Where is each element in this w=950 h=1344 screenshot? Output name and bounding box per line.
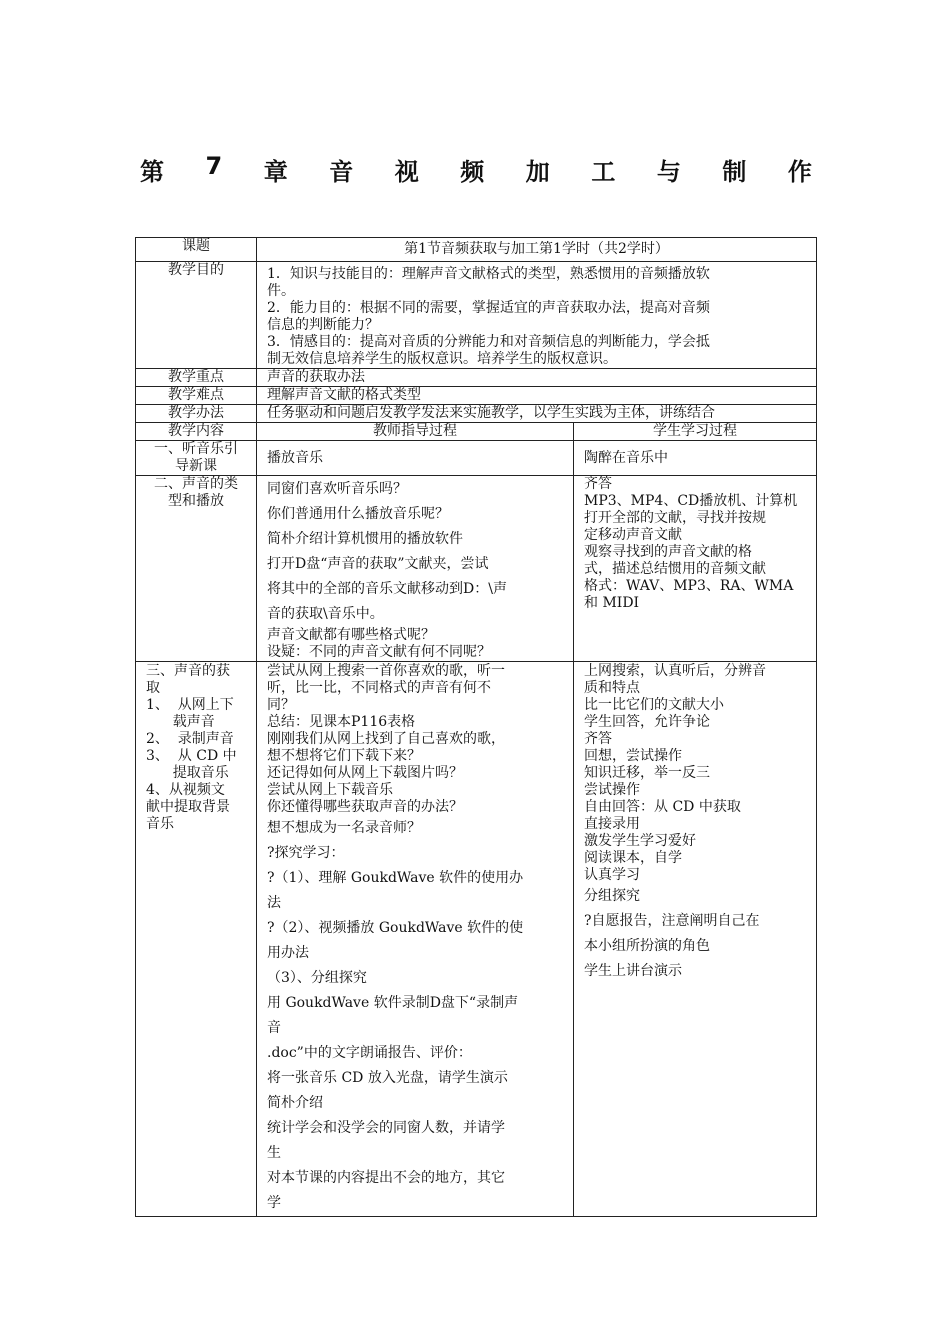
section-3-student	[574, 662, 817, 1217]
student-line: ?自愿报告，注意阐明自己在	[584, 913, 760, 929]
teacher-line: 法	[267, 895, 281, 911]
teacher-line: 想不想将它们下载下来？	[267, 748, 421, 764]
content-line: 献中提取背景	[146, 799, 230, 815]
student-line: 自由回答：从 CD 中获取	[584, 799, 741, 815]
teacher-line: 设疑：不同的声音文献有何不同呢？	[267, 644, 491, 660]
row-section-3	[136, 662, 817, 1217]
topic-value: 第1节音频获取与加工第1学时（共2学时）	[257, 238, 817, 262]
teacher-line: 同？	[267, 697, 295, 713]
teacher-line: 同窗们喜欢听音乐吗？	[267, 481, 407, 497]
content-line: 型和播放	[168, 493, 224, 509]
content-line: 音乐	[146, 816, 174, 832]
title-char: 频	[460, 158, 485, 186]
student-line: 认真学习	[584, 867, 640, 883]
student-line: 尝试操作	[584, 782, 640, 798]
student-line: 观察寻找到的声音文献的格	[584, 544, 752, 560]
goals-line: 1．知识与技能目的：理解声音文献格式的类型，熟悉惯用的音频播放软	[267, 266, 710, 282]
title-char: 与	[656, 158, 681, 186]
title-char: 视	[394, 158, 419, 186]
section-3-content	[136, 662, 257, 1217]
lesson-plan-table	[135, 237, 817, 1217]
content-line: 一、听音乐引	[154, 441, 238, 457]
student-line: 学生上讲台演示	[584, 963, 682, 979]
content-line: 2、 录制声音	[146, 731, 234, 747]
content-line: 二、声音的类	[154, 476, 238, 492]
row-header	[136, 423, 817, 441]
teacher-line: 尝试从网上搜索一首你喜欢的歌，听一	[267, 663, 505, 679]
student-line: 格式：WAV、MP3、RA、WMA	[584, 578, 794, 594]
student-line: MP3、MP4、CD播放机、计算机	[584, 493, 798, 509]
student-line: 和 MIDI	[584, 595, 640, 611]
teacher-line: （3）、分组探究	[267, 970, 367, 986]
teacher-line: 将其中的全部的音乐文献移动到D：\声	[267, 581, 507, 597]
teacher-line: 简朴介绍计算机惯用的播放软件	[267, 531, 463, 547]
student-line: 学生回答，允许争论	[584, 714, 710, 730]
student-line: 阅读课本，自学	[584, 850, 682, 866]
student-line: 定移动声音文献	[584, 527, 682, 543]
teacher-line: 刚刚我们从网上找到了自己喜欢的歌，	[267, 731, 505, 747]
row-difficult-point	[136, 387, 817, 405]
teacher-line: 你们普通用什么播放音乐呢？	[267, 506, 449, 522]
teacher-line: 用办法	[267, 945, 309, 961]
teacher-line: 学	[267, 1195, 281, 1211]
difficult-label: 教学难点	[136, 387, 257, 405]
goals-line: 2．能力目的：根据不同的需要，掌握适宜的声音获取办法，提高对音频	[267, 300, 710, 316]
teacher-line: 声音文献都有哪些格式呢？	[267, 627, 435, 643]
section-3-teacher	[257, 662, 574, 1217]
row-goals	[136, 262, 817, 369]
section-2-content	[136, 476, 257, 662]
row-method	[136, 405, 817, 423]
teacher-line: 想不想成为一名录音师？	[267, 820, 421, 836]
teacher-line: 还记得如何从网上下载图片吗？	[267, 765, 463, 781]
difficult-value: 理解声音文献的格式类型	[257, 387, 817, 405]
key-value: 声音的获取办法	[257, 369, 817, 387]
student-line: 比一比它们的文献大小	[584, 697, 724, 713]
teacher-line: 统计学会和没学会的同窗人数，并请学	[267, 1120, 505, 1136]
goals-line: 3．情感目的：提高对音质的分辨能力和对音频信息的判断能力，学会抵	[267, 334, 710, 350]
content-line: 载声音	[146, 714, 215, 730]
topic-label: 课题	[136, 238, 257, 262]
title-char: 制	[722, 158, 747, 186]
chapter-title	[140, 152, 812, 187]
title-char: 音	[329, 158, 354, 186]
teacher-line: ?（1）、理解 GoukdWave 软件的使用办	[267, 870, 524, 886]
teacher-header: 教师指导过程	[257, 423, 574, 441]
teacher-line: 生	[267, 1145, 281, 1161]
teacher-line: 用 GoukdWave 软件录制D盘下“录制声	[267, 995, 519, 1011]
teacher-line: ?（2）、视频播放 GoukdWave 软件的使	[267, 920, 524, 936]
method-label: 教学办法	[136, 405, 257, 423]
row-section-1	[136, 441, 817, 476]
goals-line: 制无效信息培养学生的版权意识。培养学生的版权意识。	[267, 351, 617, 367]
student-line: 质和特点	[584, 680, 640, 696]
content-line: 三、声音的获	[146, 663, 230, 679]
row-topic	[136, 238, 817, 262]
goals-line: 信息的判断能力？	[267, 317, 379, 333]
content-line: 1、 从网上下	[146, 697, 234, 713]
section-2-student	[574, 476, 817, 662]
student-line: 本小组所扮演的角色	[584, 938, 710, 954]
key-label: 教学重点	[136, 369, 257, 387]
title-char: 加	[525, 158, 550, 186]
teacher-line: 简朴介绍	[267, 1095, 323, 1111]
section-1-teacher: 播放音乐	[257, 441, 574, 476]
row-section-2	[136, 476, 817, 662]
student-line: 知识迁移，举一反三	[584, 765, 710, 781]
student-line: 式，描述总结惯用的音频文献	[584, 561, 766, 577]
teacher-line: .doc”中的文字朗诵报告、评价：	[267, 1045, 472, 1061]
teacher-line: 尝试从网上下载音乐	[267, 782, 393, 798]
student-line: 回想，尝试操作	[584, 748, 682, 764]
student-line: 打开全部的文献，寻找并按规	[584, 510, 766, 526]
student-line: 直接录用	[584, 816, 640, 832]
student-line: 齐答	[584, 476, 612, 492]
teacher-line: 音的获取\音乐中。	[267, 606, 384, 622]
title-char: 章	[263, 158, 288, 186]
row-key-point	[136, 369, 817, 387]
student-line: 上网搜索，认真听后，分辨音	[584, 663, 766, 679]
teacher-line: 打开D盘“声音的获取”文献夹，尝试	[267, 556, 489, 572]
section-1-content	[136, 441, 257, 476]
title-char: 7	[205, 152, 223, 180]
content-line: 取	[146, 680, 160, 696]
goals-value	[257, 262, 817, 369]
teacher-line: 你还懂得哪些获取声音的办法？	[267, 799, 463, 815]
section-1-student: 陶醉在音乐中	[574, 441, 817, 476]
title-char: 第	[140, 158, 164, 186]
student-line: 分组探究	[584, 888, 640, 904]
teacher-line: 对本节课的内容提出不会的地方，其它	[267, 1170, 505, 1186]
content-line: 3、 从 CD 中	[146, 748, 237, 764]
teacher-line: 总结：见课本P116表格	[267, 714, 416, 730]
content-line: 4、从视频文	[146, 782, 225, 798]
title-char: 作	[787, 158, 812, 186]
student-line: 激发学生学习爱好	[584, 833, 696, 849]
goals-label: 教学目的	[136, 262, 257, 369]
content-line: 提取音乐	[146, 765, 229, 781]
goals-line: 件。	[267, 283, 295, 299]
teacher-line: 听，比一比，不同格式的声音有何不	[267, 680, 491, 696]
teacher-line: 音	[267, 1020, 281, 1036]
method-value: 任务驱动和问题启发教学发法来实施教学，以学生实践为主体，讲练结合	[257, 405, 817, 423]
teacher-line: 将一张音乐 CD 放入光盘，请学生演示	[267, 1070, 508, 1086]
student-header: 学生学习过程	[574, 423, 817, 441]
title-char: 工	[591, 158, 616, 186]
student-line: 齐答	[584, 731, 612, 747]
section-2-teacher	[257, 476, 574, 662]
content-header: 教学内容	[136, 423, 257, 441]
content-line: 导新课	[175, 458, 217, 474]
teacher-line: ?探究学习：	[267, 845, 345, 861]
